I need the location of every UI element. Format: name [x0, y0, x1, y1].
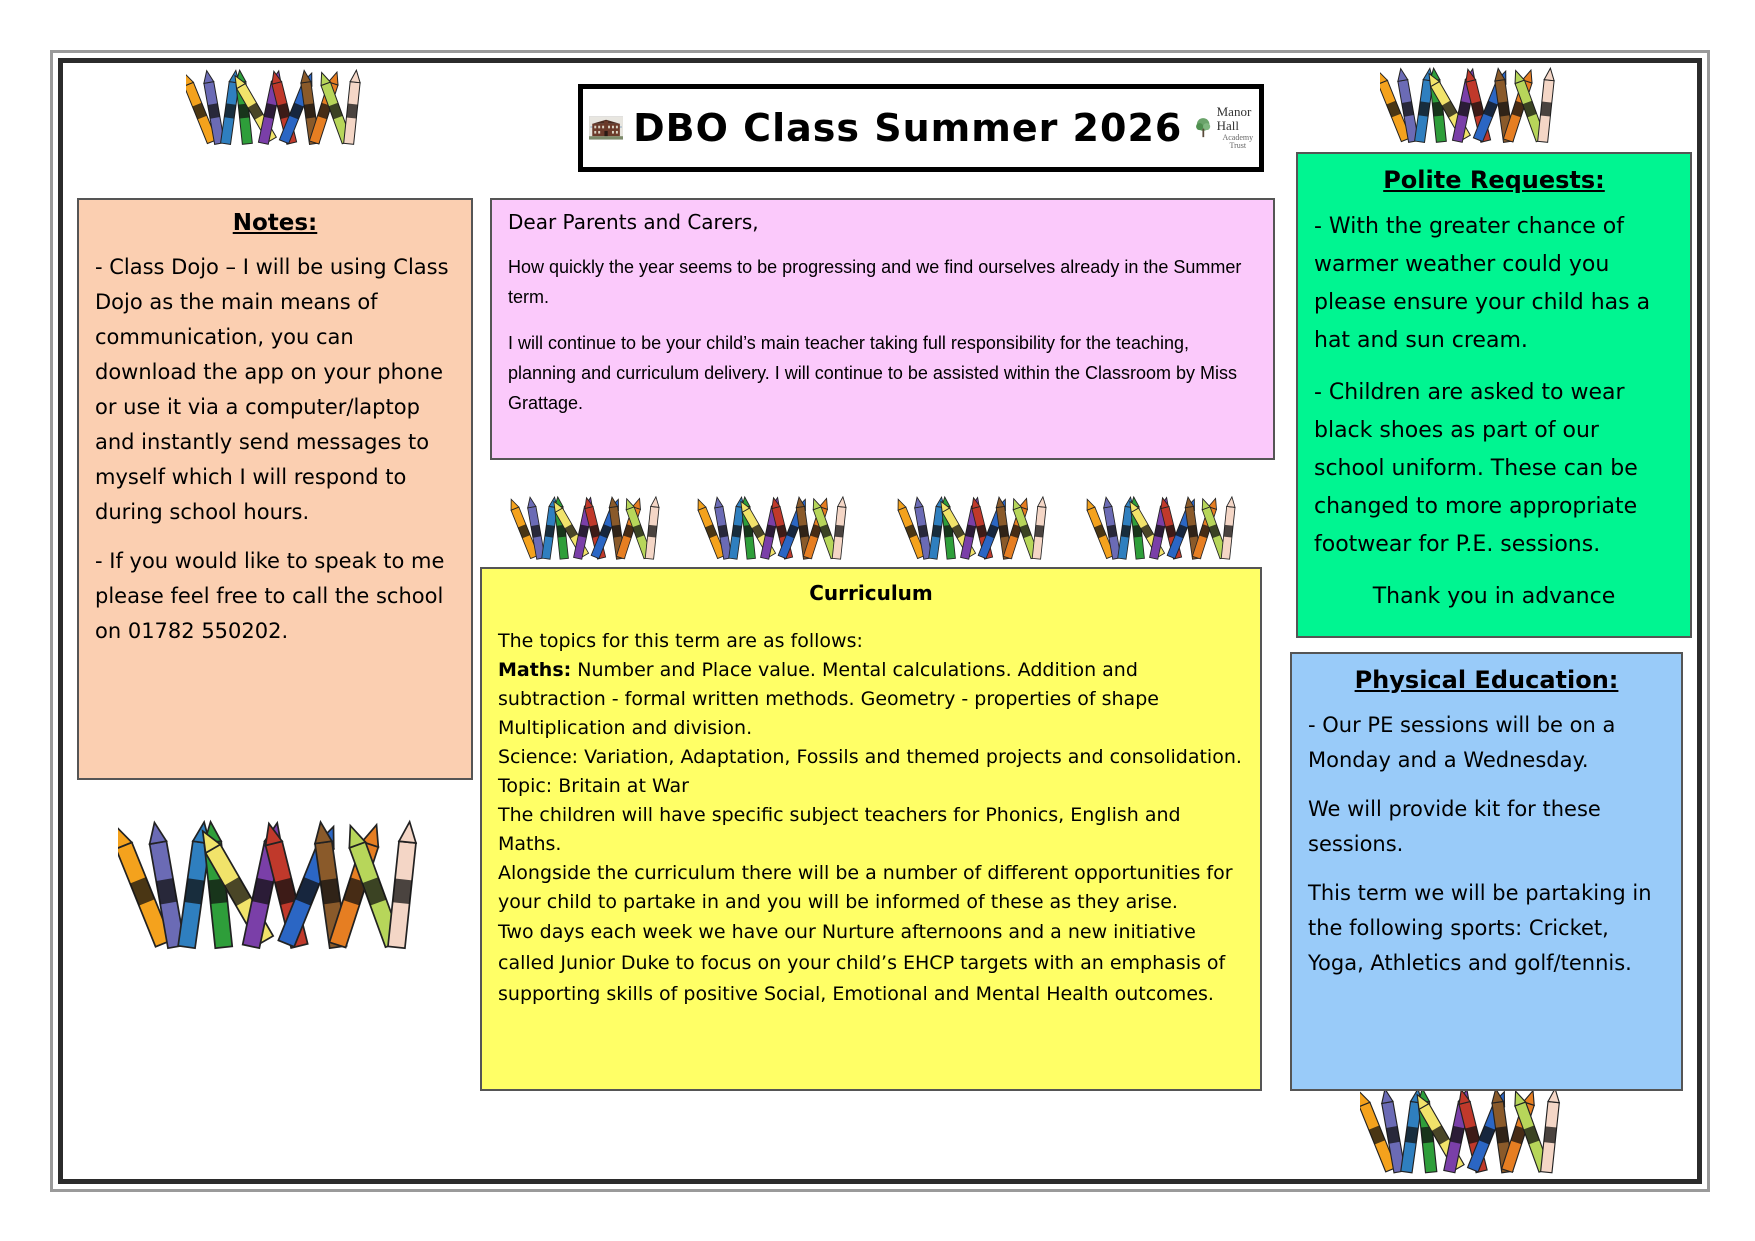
crayons-illustration	[186, 68, 370, 156]
maths-label: Maths:	[498, 659, 572, 681]
curriculum-opportunities: Alongside the curriculum there will be a number of different opportunities for your child to partake in and you will be informed of these as they arise.	[498, 862, 1233, 913]
title-banner	[578, 84, 1264, 172]
pe-heading: Physical Education:	[1354, 666, 1619, 694]
curriculum-nurture: Two days each week we have our Nurture afternoons and a new initiative called Junior Duke to focus on your child’s EHCP targets with an emphasis of supporting skills of positive Social, Emotional and Mental Health outcomes.	[498, 921, 1226, 1005]
curriculum-topic: Topic: Britain at War	[498, 775, 689, 797]
curriculum-panel	[480, 567, 1262, 1091]
notes-paragraph: - If you would like to speak to me please feel free to call the school on 01782 550202.	[95, 549, 445, 643]
curriculum-intro: The topics for this term are as follows:	[498, 630, 863, 652]
polite-paragraph: - With the greater chance of warmer weather could you please ensure your child has a hat and sun cream.	[1314, 214, 1651, 353]
pe-paragraph: This term we will be partaking in the following sports: Cricket, Yoga, Athletics and golf/tennis.	[1308, 881, 1652, 975]
logo-name: Manor Hall	[1216, 103, 1252, 134]
trust-logo	[1194, 105, 1259, 151]
curriculum-heading: Curriculum	[809, 581, 933, 605]
maths-text: Number and Place value. Mental calculations. Addition and subtraction - formal written methods. Geometry - properties of shape Multiplication and division.	[498, 659, 1159, 739]
crayons-illustration	[1380, 66, 1564, 154]
polite-heading: Polite Requests:	[1383, 166, 1605, 194]
notes-heading: Notes:	[232, 210, 318, 236]
crayons-illustration	[897, 495, 1057, 569]
letter-greeting: Dear Parents and Carers,	[508, 210, 759, 234]
crayons-illustration	[118, 818, 434, 968]
pe-paragraph: - Our PE sessions will be on a Monday and a Wednesday.	[1308, 713, 1616, 772]
school-building-image	[589, 93, 623, 163]
crayons-illustration	[697, 495, 857, 569]
polite-thanks: Thank you in advance	[1372, 584, 1616, 609]
crayons-illustration	[510, 495, 670, 569]
page-title: DBO Class Summer 2026	[633, 106, 1183, 150]
letter-panel	[490, 198, 1275, 460]
physical-education-panel	[1290, 652, 1683, 1091]
curriculum-science: Science: Variation, Adaptation, Fossils and themed projects and consolidation.	[498, 746, 1242, 768]
crayons-illustration	[1086, 495, 1246, 569]
logo-subtitle: Academy Trust	[1222, 132, 1254, 151]
crayons-illustration	[1360, 1086, 1572, 1186]
letter-paragraph: I will continue to be your child’s main teacher taking full responsibility for the teaching, planning and curriculum delivery. I will continue to be assisted within the Classroom by Miss Grattage.	[508, 333, 1237, 413]
polite-requests-panel	[1296, 152, 1692, 638]
notes-paragraph: - Class Dojo – I will be using Class Dojo as the main means of communication, you can download the app on your phone or use it via a computer/laptop and instantly send messages to myself which I will respond to during school hours.	[95, 255, 449, 524]
letter-paragraph: How quickly the year seems to be progressing and we find ourselves already in the Summer term.	[508, 257, 1242, 307]
curriculum-teachers: The children will have specific subject teachers for Phonics, English and Maths.	[498, 804, 1181, 855]
notes-panel	[77, 198, 473, 780]
polite-paragraph: - Children are asked to wear black shoes as part of our school uniform. These can be changed to more appropriate footwear for P.E. sessions.	[1314, 380, 1638, 557]
tree-icon	[1194, 113, 1212, 143]
pe-paragraph: We will provide kit for these sessions.	[1308, 797, 1601, 856]
curriculum-maths	[498, 656, 1244, 743]
